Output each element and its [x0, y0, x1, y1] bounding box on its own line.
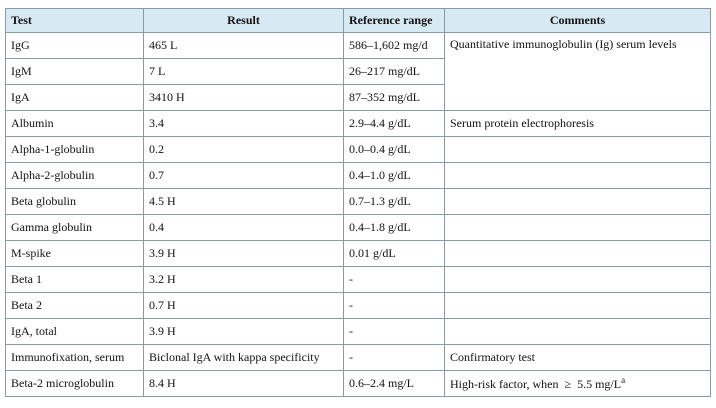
cell-test: Albumin — [6, 111, 144, 137]
table-row — [6, 293, 711, 319]
cell-comment-empty — [445, 215, 711, 241]
cell-test: Alpha-2-globulin — [6, 163, 144, 189]
cell-comment-empty — [445, 319, 711, 345]
table-row — [6, 319, 711, 345]
cell-result: 0.2 — [144, 137, 344, 163]
cell-result: 8.4 H — [144, 371, 344, 397]
cell-test: Beta globulin — [6, 189, 144, 215]
cell-test: Beta 2 — [6, 293, 144, 319]
cell-reference: 0.0–0.4 g/dL — [344, 137, 445, 163]
cell-result: Biclonal IgA with kappa specificity — [144, 345, 344, 371]
footnote-marker: a — [621, 375, 626, 385]
cell-comment-empty — [445, 267, 711, 293]
cell-result: 3410 H — [144, 85, 344, 111]
cell-test: Alpha-1-globulin — [6, 137, 144, 163]
cell-result: 4.5 H — [144, 189, 344, 215]
cell-test: Beta 1 — [6, 267, 144, 293]
cell-test: M-spike — [6, 241, 144, 267]
header-test: Test — [6, 9, 144, 33]
cell-result: 7 L — [144, 59, 344, 85]
cell-result: 3.2 H — [144, 267, 344, 293]
table-row — [6, 33, 711, 59]
cell-test: IgA — [6, 85, 144, 111]
lab-results-table — [5, 8, 711, 397]
cell-test: Gamma globulin — [6, 215, 144, 241]
cell-test: Beta-2 microglobulin — [6, 371, 144, 397]
cell-reference: 0.01 g/dL — [344, 241, 445, 267]
table-row — [6, 371, 711, 397]
comment-beta2-text: High-risk factor, when ≥ 5.5 mg/L — [450, 377, 622, 391]
table-row — [6, 111, 711, 137]
cell-result: 465 L — [144, 33, 344, 59]
cell-reference: - — [344, 345, 445, 371]
table-row — [6, 189, 711, 215]
cell-comment-empty — [445, 241, 711, 267]
cell-comment-empty — [445, 293, 711, 319]
cell-reference: 0.7–1.3 g/dL — [344, 189, 445, 215]
cell-reference: 87–352 mg/dL — [344, 85, 445, 111]
cell-comment-beta2 — [445, 371, 711, 397]
table-row — [6, 241, 711, 267]
cell-result: 0.7 H — [144, 293, 344, 319]
cell-reference: 0.4–1.8 g/dL — [344, 215, 445, 241]
cell-reference: - — [344, 319, 445, 345]
table-header-row — [6, 9, 711, 33]
cell-test: Immunofixation, serum — [6, 345, 144, 371]
header-comments: Comments — [445, 9, 711, 33]
cell-test: IgG — [6, 33, 144, 59]
cell-reference: 2.9–4.4 g/dL — [344, 111, 445, 137]
cell-test: IgA, total — [6, 319, 144, 345]
cell-comment-immunofixation: Confirmatory test — [445, 345, 711, 371]
cell-result: 0.4 — [144, 215, 344, 241]
table-row — [6, 137, 711, 163]
cell-comment-immunoglobulin: Quantitative immunoglobulin (Ig) serum levels — [445, 33, 711, 111]
table-row — [6, 267, 711, 293]
cell-comment-electrophoresis: Serum protein electrophoresis — [445, 111, 711, 137]
cell-reference: 0.4–1.0 g/dL — [344, 163, 445, 189]
cell-result: 3.9 H — [144, 241, 344, 267]
cell-result: 3.9 H — [144, 319, 344, 345]
cell-result: 0.7 — [144, 163, 344, 189]
cell-test: IgM — [6, 59, 144, 85]
cell-result: 3.4 — [144, 111, 344, 137]
table-row — [6, 163, 711, 189]
cell-reference: 586–1,602 mg/d — [344, 33, 445, 59]
cell-reference: 26–217 mg/dL — [344, 59, 445, 85]
cell-comment-empty — [445, 137, 711, 163]
cell-reference: - — [344, 293, 445, 319]
cell-comment-empty — [445, 163, 711, 189]
table-row — [6, 345, 711, 371]
header-reference-range: Reference range — [344, 9, 445, 33]
cell-comment-empty — [445, 189, 711, 215]
cell-reference: - — [344, 267, 445, 293]
cell-reference: 0.6–2.4 mg/L — [344, 371, 445, 397]
table-row — [6, 215, 711, 241]
header-result: Result — [144, 9, 344, 33]
